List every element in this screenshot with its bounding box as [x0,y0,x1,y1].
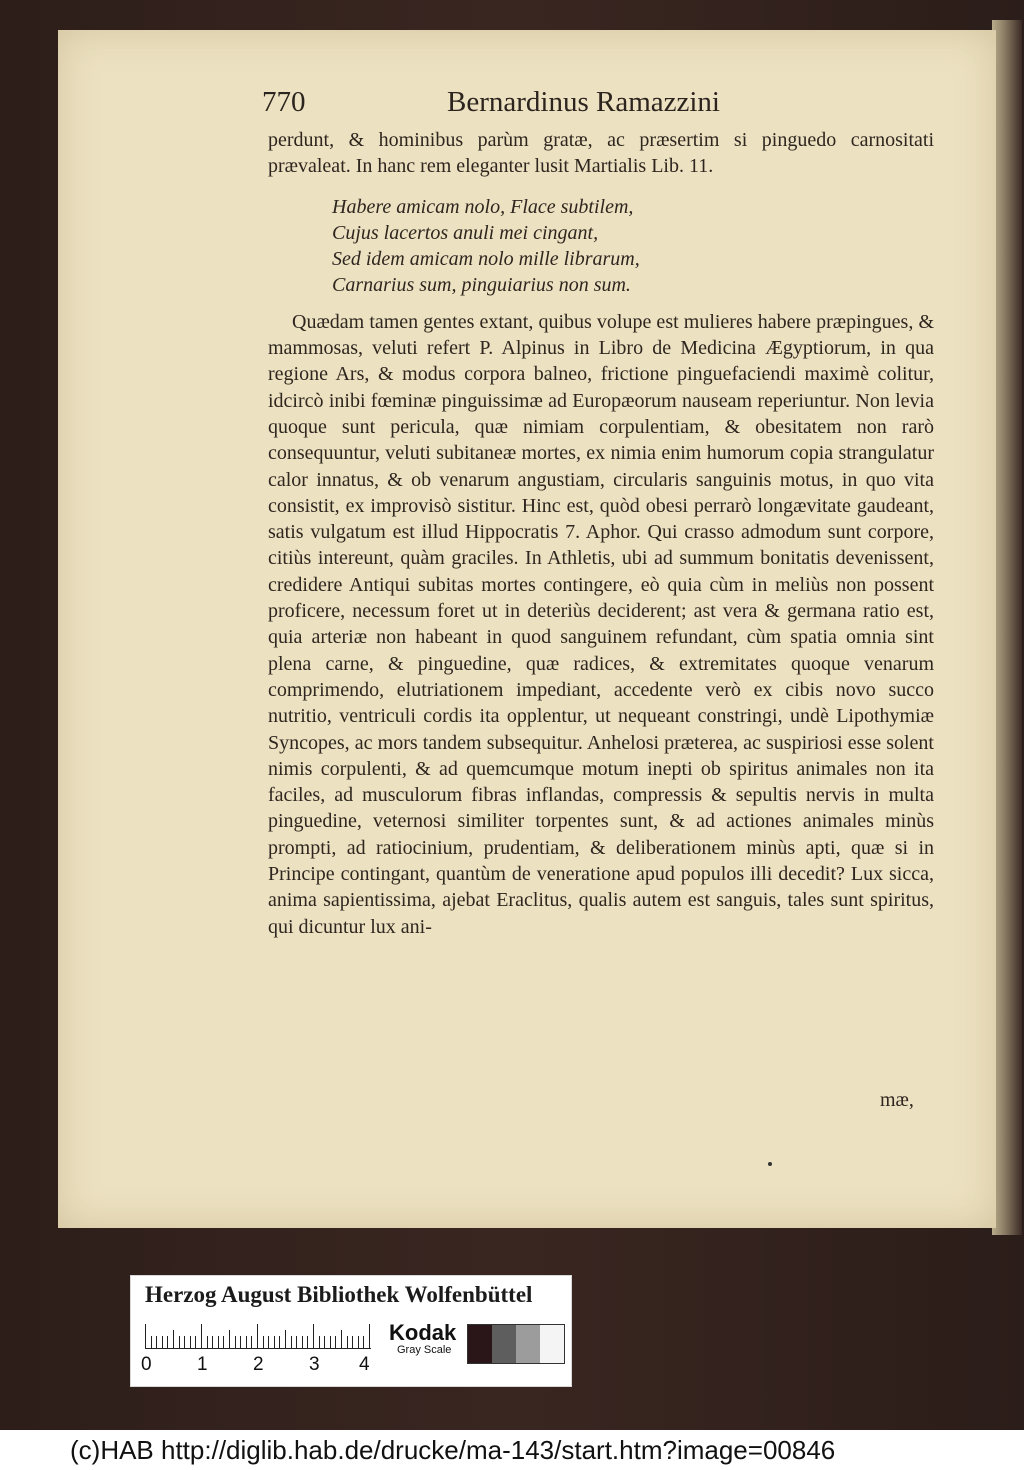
verse-block [332,194,934,299]
ruler-tick [179,1336,180,1348]
gray-patch [540,1325,564,1363]
ruler-tick [268,1336,269,1348]
verse-line: Sed idem amicam nolo mille librarum, [332,248,640,271]
book-edge [992,20,1022,1235]
ruler-label: 4 [359,1354,370,1375]
verse-line: Cujus lacertos anuli mei cingant, [332,221,599,244]
library-name: Herzog August Bibliothek Wolfenbüttel [145,1282,533,1307]
ruler-tick [352,1336,353,1348]
verse-line: Habere amicam nolo, Flace subtilem, [332,195,634,218]
ruler-tick [173,1330,174,1348]
ruler-tick [251,1336,252,1348]
ruler-tick [257,1324,258,1348]
ruler-tick [201,1324,202,1348]
ruler-tick [335,1336,336,1348]
ruler-tick [151,1336,152,1348]
ruler-tick [263,1336,264,1348]
ruler-tick [369,1324,370,1348]
ruler-tick [223,1336,224,1348]
ruler-tick [302,1336,303,1348]
ruler-tick [296,1336,297,1348]
ruler-label: 2 [253,1354,264,1375]
gray-scale-patches [467,1324,565,1364]
ruler-tick [212,1336,213,1348]
citation-link[interactable]: (c)HAB http://diglib.hab.de/drucke/ma-143/start.htm?image=00846 [70,1435,836,1465]
ruler-tick [145,1324,146,1348]
ruler-tick [274,1336,275,1348]
ruler-tick [195,1336,196,1348]
ruler-tick [184,1336,185,1348]
ruler-tick [190,1336,191,1348]
ruler-tick [324,1336,325,1348]
page-header [262,86,762,118]
page-number: 770 [262,86,306,118]
ruler-tick [167,1336,168,1348]
ruler-label: 1 [197,1354,208,1375]
ruler-tick [341,1330,342,1348]
ruler-tick [347,1336,348,1348]
catchword: mæ, [880,1089,914,1111]
kodak-logo: Kodak [389,1320,457,1345]
ruler-tick [207,1336,208,1348]
gray-scale-label: Gray Scale [397,1344,452,1356]
ruler-label: 0 [141,1354,152,1375]
main-paragraph: Quædam tamen gentes extant, quibus volupe est mulieres habere præpingues, & mammosas, veluti refert P. Alpinus in Libro de Medicina Ægyptiorum, in qua regione Ars, & modus corpora balneo, frictione pinguefaciendi maximè colitur, idcircò inibi fœminæ pinguissimæ ad Europæorum nauseam reperiuntur. Non levia quoque sunt pericula, quæ nimiam corpulentiam, & obesitatem non rarò consequuntur, veluti subitaneæ mortes, ex nimia enim humorum copia strangulatur calor innatus, & ob venarum angustiam, circularis sanguinis motus, in quo vita consistit, ex improvisò sistitur. Hinc est, quòd obesi perrarò longævitate gaudeant, satis vulgatum est illud Hippocratis 7. Aphor. Qui crasso admodum sunt corpore, citiùs intereunt, quàm graciles. In Athletis, ubi ad summum bonitatis devenissent, credidere Antiqui subitas mortes contingere, eò quia cùm in meliùs non possent proficere, necessum foret ut in deteriùs deciderent; ast vera & germana ratio est, quia arteriæ non habeant in quod sanguinem refundant, cùm spatia omnia sint plena carne, & pinguedine, quæ radices, & extremitates quoque venarum comprimendo, elutriationem impediant, accedente verò ex cibis novo succo nutritio, ventriculi cordis ita opplentur, ut nequeant constringi, undè Lipothymiæ Syncopes, ac mors tandem subsequitur. Anhelosi præterea, ac suspiriosi esse solent nimis corpulenti, & ad quemcumque motum inepti ob spiritus animales non ita faciles, ad musculorum fibras inflandas, compressis & sepultis nervis in multa pinguedine, veternosi similiter torpentes sunt, & ad actiones animales minùs prompti, ad ratiocinium, prudentiam, & deliberationem minùs apti, quæ si in Principe contingant, quantùm de veneratione apud populos illi decedit? Lux sicca, anima sapientissima, ajebat Eraclitus, qualis autem est sanguis, tales sunt spiritus, qui dicuntur lux ani- [268,310,934,938]
gray-patch [516,1325,540,1363]
ruler-tick [291,1336,292,1348]
ruler-tick [229,1330,230,1348]
ruler-tick [358,1336,359,1348]
ruler-tick [279,1336,280,1348]
ruler-tick [330,1336,331,1348]
ruler-tick [363,1336,364,1348]
footer-bar [0,1430,1024,1470]
ruler-tick [218,1336,219,1348]
ruler-tick [307,1336,308,1348]
ruler-tick [285,1330,286,1348]
ruler-tick [313,1324,314,1348]
ruler-tick [246,1336,247,1348]
running-head: Bernardinus Ramazzini [447,86,720,118]
intro-paragraph: perdunt, & hominibus parùm gratæ, ac præsertim si pinguedo carnositati prævaleat. In hanc rem eleganter lusit Martialis Lib. 11. [268,129,934,178]
ruler-tick [319,1336,320,1348]
page-body [268,127,934,940]
ruler-tick [156,1336,157,1348]
measurement-ruler [145,1324,371,1349]
gray-patch [468,1325,492,1363]
gray-patch [492,1325,516,1363]
ruler-tick [162,1336,163,1348]
verse-line: Carnarius sum, pinguiarius non sum. [332,274,631,297]
speck-mark [768,1162,772,1166]
ruler-tick [235,1336,236,1348]
library-color-strip [130,1275,572,1387]
ruler-tick [240,1336,241,1348]
ruler-label: 3 [309,1354,320,1375]
